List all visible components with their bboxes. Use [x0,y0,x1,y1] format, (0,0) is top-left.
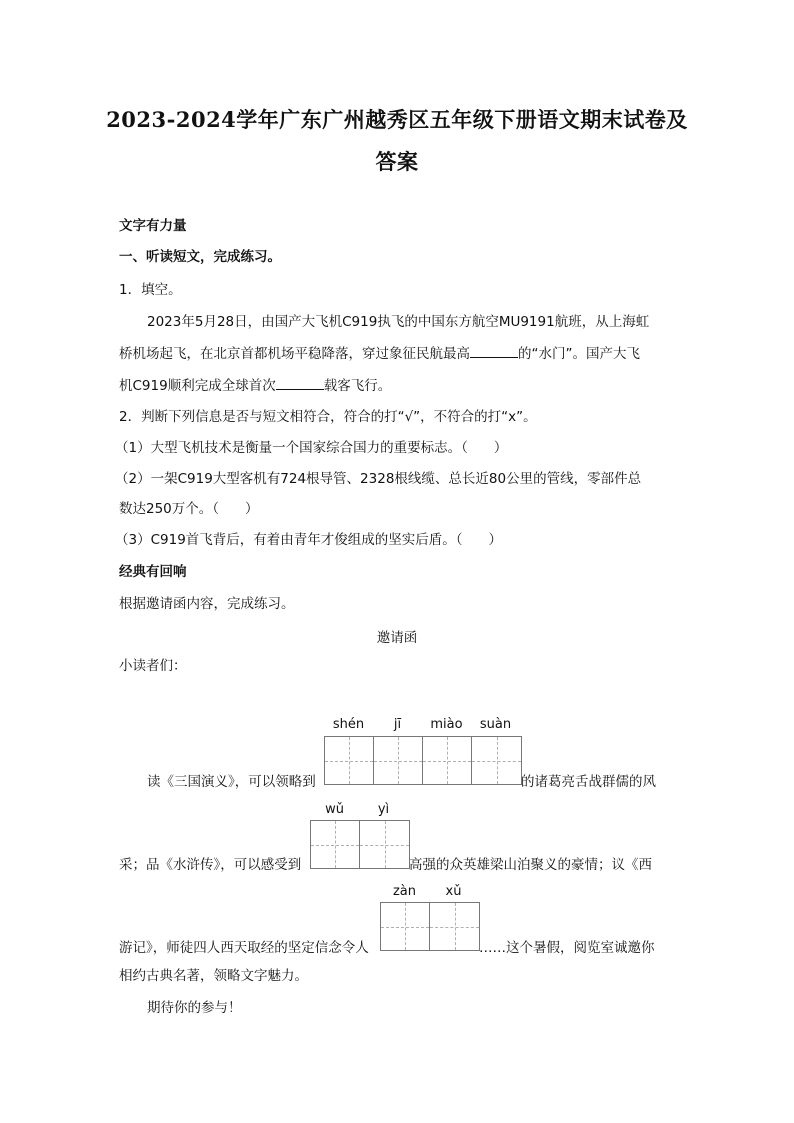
fill-blank-2[interactable] [276,377,324,390]
grid-cell[interactable] [472,737,521,784]
question-1-label: 1．填空。 [119,282,182,298]
tianzige-grid-1[interactable] [324,736,522,785]
judge-text: ） [488,532,503,548]
letter-line-4: 相约古典名著，领略文字魅力。 [119,968,308,984]
letter-line-1b: 的诸葛亮舌战群儒的风 [521,774,656,790]
part-heading: 一、听读短文，完成练习。 [119,249,281,265]
grid-cell[interactable] [430,903,479,950]
fill-blank-1[interactable] [470,345,518,358]
passage-line-1: 2023年5月28日，由国产大飞机C919执飞的中国东方航空MU9191航班，从上海虹 [147,314,650,330]
grid-cell[interactable] [360,821,409,868]
pinyin-label: zàn [392,884,417,899]
letter-line-2b: 高强的众英雄梁山泊聚义的豪情；议《西 [409,857,652,873]
passage-text: 桥机场起飞，在北京首都机场平稳降落，穿过象征民航最高 [119,346,470,362]
section-heading-1: 文字有力量 [119,218,187,234]
letter-line-3b: ……这个暑假，阅览室诚邀你 [479,940,655,956]
letter-greeting: 小读者们： [119,658,187,674]
pinyin-label: shén [332,717,365,732]
judge-item-3 [115,530,502,550]
instruction: 根据邀请函内容，完成练习。 [119,596,295,612]
pinyin-label: jī [393,717,402,732]
grid-cell[interactable] [381,903,430,950]
judge-item-2-cont [119,499,259,519]
passage-text: 的“水门”。国产大飞 [518,346,640,362]
tianzige-grid-2[interactable] [310,820,410,869]
grid-cell[interactable] [374,737,423,784]
tianzige-grid-3[interactable] [380,902,480,951]
grid-cell[interactable] [311,821,360,868]
grid-cell[interactable] [325,737,374,784]
passage-text: 载客飞行。 [323,378,392,394]
pinyin-label: suàn [479,717,512,732]
title-line-2: 答案 [375,149,419,174]
letter-title: 邀请函 [376,630,418,646]
passage-line-3 [119,376,391,396]
judge-text: （3）C919首飞背后，有着由青年才俊组成的坚实后盾。（ [115,532,463,548]
letter-line-1a: 读《三国演义》，可以领略到 [147,774,316,790]
letter-line-2a: 采；品《水浒传》，可以感受到 [119,857,302,873]
section-heading-2: 经典有回响 [119,564,187,580]
judge-item-2: （2）一架C919大型客机有724根导管、2328根线缆、总长近80公里的管线，零部件总 [115,471,642,487]
judge-text: 数达250万个。（ [119,501,220,517]
letter-line-3a: 游记》，师徒四人西天取经的坚定信念令人 [119,940,369,956]
pinyin-label: wǔ [325,802,344,817]
judge-text: ） [493,440,508,456]
pinyin-label: xǔ [445,884,462,899]
judge-text: ） [245,501,259,517]
grid-cell[interactable] [423,737,472,784]
title-line-1: 2023-2024学年广东广州越秀区五年级下册语文期末试卷及 [106,107,688,132]
passage-line-2 [119,344,640,364]
passage-text: 机C919顺利完成全球首次 [119,378,276,394]
letter-closing: 期待你的参与！ [147,1000,242,1016]
pinyin-label: miào [430,717,463,732]
judge-item-1 [115,438,507,458]
question-2-label: 2．判断下列信息是否与短文相符合，符合的打“√”，不符合的打“x”。 [119,409,537,425]
judge-text: （1）大型飞机技术是衡量一个国家综合国力的重要标志。（ [115,440,468,456]
pinyin-label: yì [377,802,390,817]
document-title [100,99,694,183]
